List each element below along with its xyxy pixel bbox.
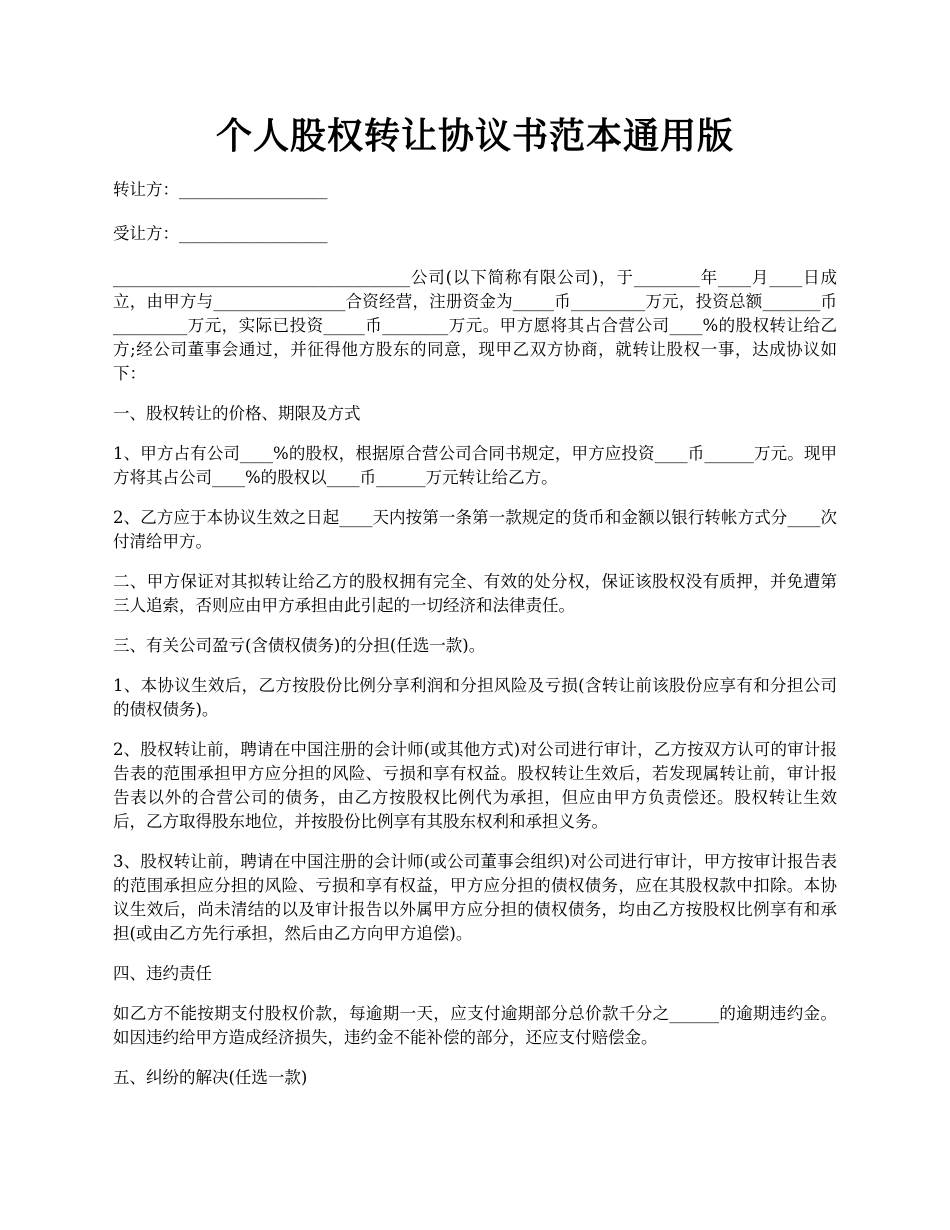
clause-3-2: 2、股权转让前，聘请在中国注册的会计师(或其他方式)对公司进行审计，乙方按双方认可的审计报告表的范围承担甲方应分担的风险、亏损和享有权益。股权转让生效后，若发现属转让前，审计报告表以外的合营公司的债务，由乙方按股权比例代为承担，但应由甲方负责偿还。股权转让生效后，乙方取得股东地位，并按股份比例享有其股东权利和承担义务。: [113, 740, 837, 831]
transferee-line: 受让方：__________________: [113, 224, 328, 243]
section-heading-4: 四、违约责任: [113, 964, 212, 983]
clause-4: 如乙方不能按期支付股权价款，每逾期一天，应支付逾期部分总价款千分之______的逾期违约金。如因违约给甲方造成经济损失，违约金不能补偿的部分，还应支付赔偿金。: [113, 1004, 837, 1047]
clause-3-3: 3、股权转让前，聘请在中国注册的会计师(或公司董事会组织)对公司进行审计，甲方按审计报告表的范围承担应分担的风险、亏损和享有权益，甲方应分担的债权债务，应在其股权款中扣除。本协议生效后，尚未清结的以及审计报告以外属甲方应分担的债权债务，均由乙方按股权比例享有和承担(或由乙方先行承担，然后由乙方向甲方追偿)。: [113, 852, 837, 943]
section-heading-2: 二、甲方保证对其拟转让给乙方的股权拥有完全、有效的处分权，保证该股权没有质押，并免遭第三人追索，否则应由甲方承担由此引起的一切经济和法律责任。: [113, 572, 837, 615]
section-heading-1: 一、股权转让的价格、期限及方式: [113, 404, 361, 423]
section-heading-5: 五、纠纷的解决(任选一款): [113, 1068, 308, 1087]
transferor-line: 转让方：__________________: [113, 180, 328, 199]
clause-1-1: 1、甲方占有公司____%的股权，根据原合营公司合同书规定，甲方应投资____币______万元。现甲方将其占公司____%的股权以____币______万元转让给乙方。: [113, 444, 837, 487]
document-body: [113, 178, 837, 1106]
preamble-paragraph: ____________________________________公司(以下简称有限公司)，于________年____月____日成立，由甲方与________________合资经营，注册资金为_____币_________万元，投资总额_______币_________万元，实际已投资_____币________万元。甲方愿将其占合营公司____%的股权转让给乙方;经公司董事会通过，并征得他方股东的同意，现甲乙双方协商，就转让股权一事，达成协议如下：: [113, 268, 837, 383]
clause-3-1: 1、本协议生效后，乙方按股份比例分享利润和分担风险及亏损(含转让前该股份应享有和分担公司的债权债务)。: [113, 676, 837, 719]
section-heading-3: 三、有关公司盈亏(含债权债务)的分担(任选一款)。: [113, 636, 486, 655]
clause-1-2: 2、乙方应于本协议生效之日起____天内按第一条第一款规定的货币和金额以银行转帐方式分____次付清给甲方。: [113, 508, 837, 551]
document-title: 个人股权转让协议书范本通用版: [215, 115, 734, 157]
